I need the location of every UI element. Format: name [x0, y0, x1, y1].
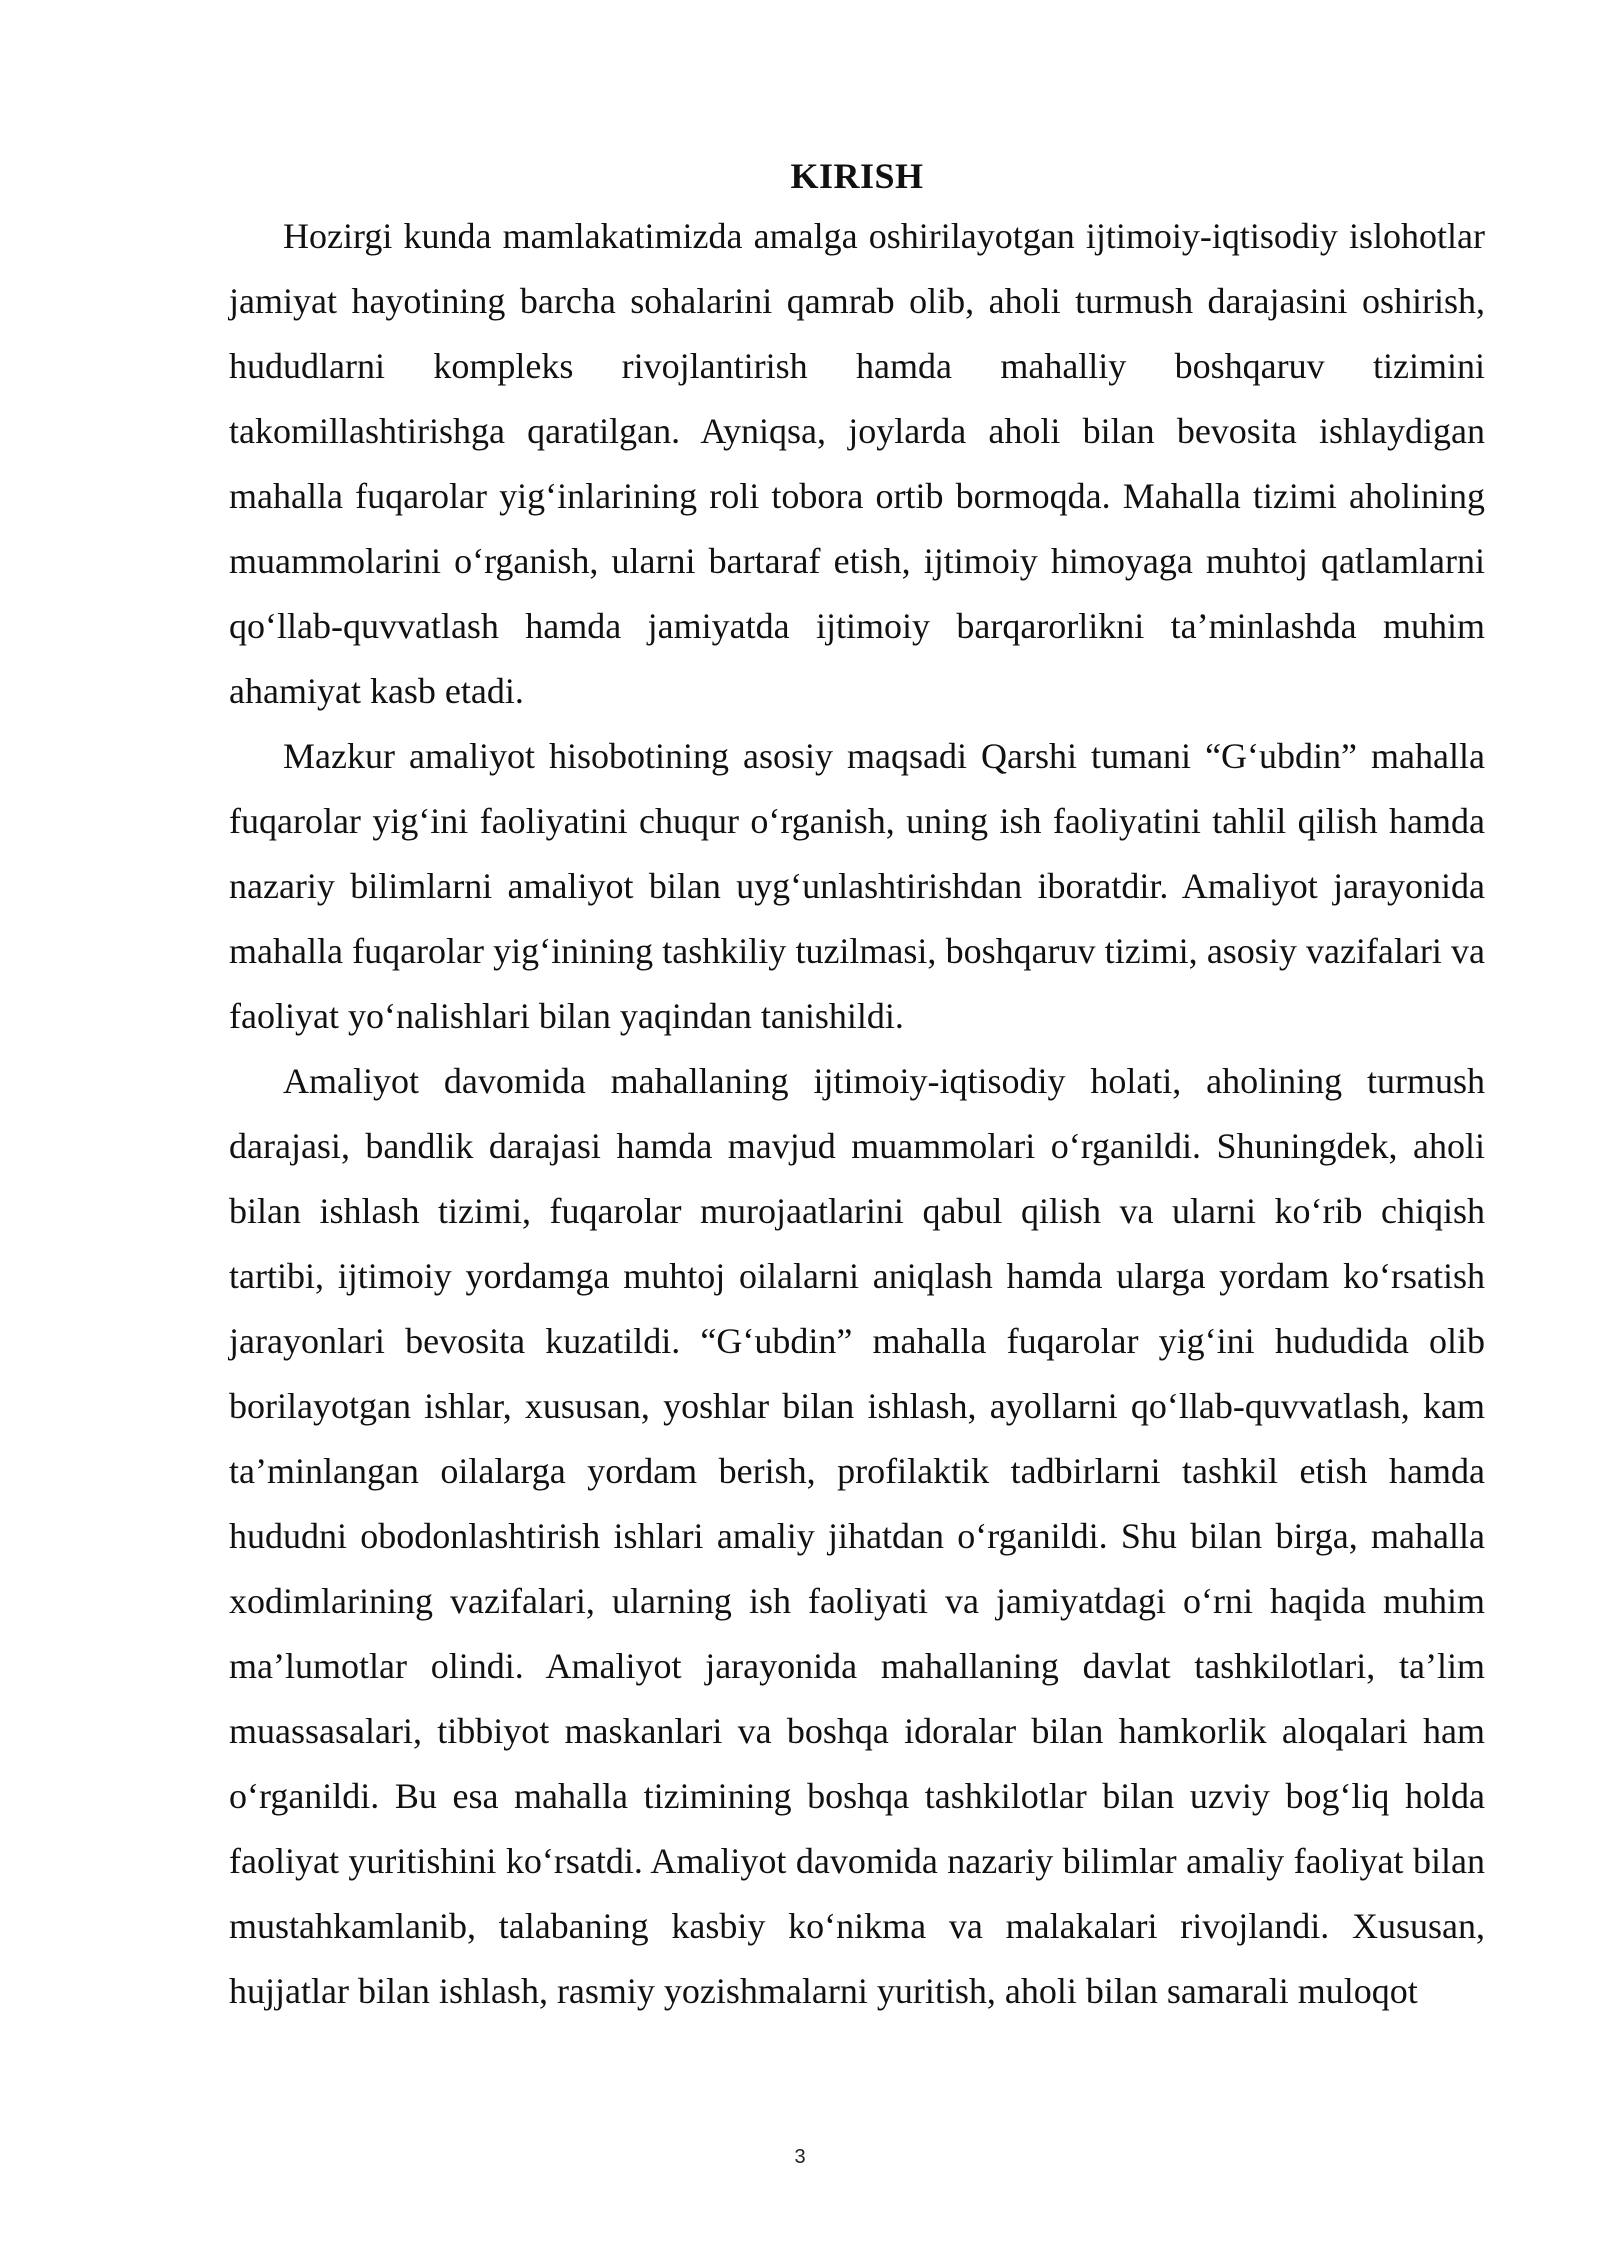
section-title: KIRISH [790, 156, 924, 196]
paragraph-2: Mazkur amaliyot hisobotining asosiy maqsadi Qarshi tumani “G‘ubdin” mahalla fuqarolar yig‘ini faoliyatini chuqur o‘rganish, uning ish faoliyatini tahlil qilish hamda nazariy bilimlarni amaliyot bilan uyg‘unlashtirishdan iboratdir. Amaliyot jarayonida mahalla fuqarolar yig‘inining tashkiliy tuzilmasi, boshqaruv tizimi, asosiy vazifalari va faoliyat yo‘nalishlari bilan yaqindan tanishildi. [229, 736, 1485, 1036]
paragraph-1: Hozirgi kunda mamlakatimizda amalga oshirilayotgan ijtimoiy-iqtisodiy islohotlar jamiyat hayotining barcha sohalarini qamrab olib, aholi turmush darajasini oshirish, hududlarni kompleks rivojlantirish hamda mahalliy boshqaruv tizimini takomillashtirishga qaratilgan. Ayniqsa, joylarda aholi bilan bevosita ishlaydigan mahalla fuqarolar yig‘inlarining roli tobora ortib bormoqda. Mahalla tizimi aholining muammolarini o‘rganish, ularni bartaraf etish, ijtimoiy himoyaga muhtoj qatlamlarni qo‘llab-quvvatlash hamda jamiyatda ijtimoiy barqarorlikni ta’minlashda muhim ahamiyat kasb etadi. [229, 216, 1485, 711]
paragraph-3: Amaliyot davomida mahallaning ijtimoiy-iqtisodiy holati, aholining turmush darajasi, bandlik darajasi hamda mavjud muammolari o‘rganildi. Shuningdek, aholi bilan ishlash tizimi, fuqarolar murojaatlarini qabul qilish va ularni ko‘rib chiqish tartibi, ijtimoiy yordamga muhtoj oilalarni aniqlash hamda ularga yordam ko‘rsatish jarayonlari bevosita kuzatildi. “G‘ubdin” mahalla fuqarolar yig‘ini hududida olib borilayotgan ishlar, xususan, yoshlar bilan ishlash, ayollarni qo‘llab-quvvatlash, kam ta’minlangan oilalarga yordam berish, profilaktik tadbirlarni tashkil etish hamda hududni obodonlashtirish ishlari amaliy jihatdan o‘rganildi. Shu bilan birga, mahalla xodimlarining vazifalari, ularning ish faoliyati va jamiyatdagi o‘rni haqida muhim ma’lumotlar olindi. Amaliyot jarayonida mahallaning davlat tashkilotlari, ta’lim muassasalari, tibbiyot maskanlari va boshqa idoralar bilan hamkorlik aloqalari ham o‘rganildi. Bu esa mahalla tizimining boshqa tashkilotlar bilan uzviy bog‘liq holda faoliyat yuritishini ko‘rsatdi. Amaliyot davomida nazariy bilimlar amaliy faoliyat bilan mustahkamlanib, talabaning kasbiy ko‘nikma va malakalari rivojlandi. Xususan, hujjatlar bilan ishlash, rasmiy yozishmalarni yuritish, aholi bilan samarali muloqot [229, 1061, 1485, 2011]
page-number: 3 [794, 2146, 806, 2168]
document-page [229, 150, 1485, 2024]
